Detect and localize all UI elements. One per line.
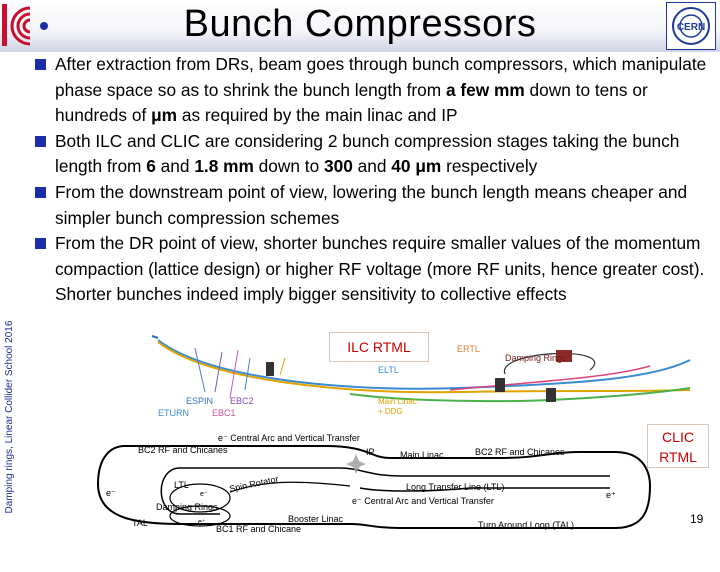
bullet-text: 6 — [146, 156, 156, 177]
bullet-item — [33, 180, 713, 231]
side-label: Damping rings, Linear Collider School 2016 — [4, 320, 15, 514]
cern-logo-text: CERN — [676, 22, 706, 33]
bullet-marker-icon — [35, 136, 46, 147]
ilc-label-ddg: + DDG — [378, 407, 403, 416]
bullet-text: From the downstream point of view, lowering the bunch length means cheaper and simpler bunch compression schemes — [55, 181, 688, 228]
clic-rtml-tag — [647, 424, 709, 468]
clic-label-ltl: LTL — [174, 480, 189, 490]
bullet-text: respectively — [441, 156, 538, 177]
ilc-label-ebc1: EBC1 — [212, 408, 236, 418]
bullet-text: and — [155, 156, 195, 177]
clic-label-ip: IP — [366, 447, 375, 457]
clic-label-e-plus: e⁺ — [606, 490, 616, 500]
bullet-text: Both ILC and CLIC are considering 2 bunch compression stages taking the bunch length from — [55, 130, 680, 177]
bullet-item — [33, 129, 713, 180]
ilc-rtml-tag: ILC RTML — [329, 332, 429, 362]
ilc-label-damping-rings: Damping Rings — [505, 353, 567, 363]
bullet-marker-icon — [35, 238, 46, 249]
clic-label-bc2-left: BC2 RF and Chicanes — [138, 445, 228, 455]
clic-label-bc1: BC1 RF and Chicane — [216, 524, 302, 534]
clic-rtml-tag-line2: RTML — [659, 449, 697, 465]
ilc-rtml-diagram — [150, 330, 710, 425]
bullet-item — [33, 52, 713, 129]
bullet-item — [33, 231, 713, 308]
ilc-label-eltl: ELTL — [378, 365, 399, 375]
clic-label-e-minus-small: e⁻ — [200, 491, 208, 498]
bullet-text: From the DR point of view, shorter bunches require smaller values of the momentum compaction (lattice design) or higher RF voltage (more RF units, hence greater cost). Shorter bunches indeed imply bigger sensitivity to collective effects — [55, 233, 705, 305]
ilc-label-eturn: ETURN — [158, 408, 189, 418]
clic-rtml-diagram — [70, 428, 680, 540]
bullet-text: μm — [151, 105, 178, 126]
bullet-text: a few mm — [445, 79, 525, 100]
clic-label-spin-rotator: Spin Rotator — [228, 473, 280, 494]
cern-logo — [666, 2, 716, 55]
bullet-marker-icon — [35, 187, 46, 198]
bullet-text: After extraction from DRs, beam goes through bunch compressors, which manipulate phase space so as to shrink the bunch length from — [55, 54, 707, 100]
bullet-marker-icon — [35, 59, 46, 70]
bullet-text: 40 μm — [391, 156, 442, 177]
clic-label-bc2-right: BC2 RF and Chicanes — [475, 447, 565, 457]
clic-label-tal: TAL — [132, 518, 148, 528]
page-number: 19 — [690, 512, 704, 526]
clic-label-main-linac: Main Linac — [400, 450, 444, 460]
clic-label-long-transfer: Long Transfer Line (LTL) — [406, 482, 505, 492]
clic-label-booster-linac: Booster Linac — [288, 514, 344, 524]
bullet-text: as required by the main linac and IP — [177, 105, 458, 126]
bullet-text: down to tens or hundreds of — [55, 79, 648, 126]
ilc-label-main-linac: Main Linac — [378, 397, 417, 406]
ilc-label-espin: ESPIN — [186, 396, 214, 406]
ilc-label-ertl: ERTL — [457, 344, 480, 354]
clic-label-central-arc-bottom: e⁻ Central Arc and Vertical Transfer — [352, 496, 494, 506]
clic-label-turn-around: Turn Around Loop (TAL) — [478, 520, 575, 530]
clic-label-e-minus: e⁻ — [106, 488, 116, 498]
bullet-text: and — [352, 156, 392, 177]
clic-rtml-tag-line1: CLIC — [662, 429, 694, 445]
clic-label-damping-rings: Damping Rings — [156, 502, 218, 512]
bullet-text: 1.8 mm — [194, 156, 254, 177]
page-title: Bunch Compressors — [183, 3, 537, 45]
clic-label-central-arc-top: e⁻ Central Arc and Vertical Transfer — [218, 433, 360, 443]
bullet-list — [33, 52, 713, 308]
clic-label-e-plus-small: e⁺ — [198, 519, 206, 526]
bullet-text: 300 — [324, 156, 353, 177]
bullet-text: down to — [253, 156, 325, 177]
ilc-label-ebc2: EBC2 — [230, 396, 254, 406]
